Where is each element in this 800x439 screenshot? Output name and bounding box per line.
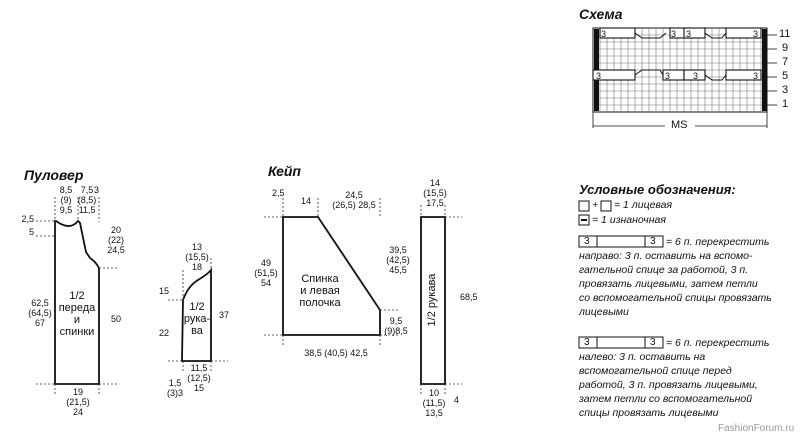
dim-sleeve-bottom: 11,5 (12,5) 15 <box>187 363 211 393</box>
row-7: 7 <box>782 56 789 68</box>
pullover-sleeve-label: 1/2 рука- ва <box>183 301 211 337</box>
dim-sleeve-length-right: 37 <box>219 310 230 320</box>
dim-sleeve-bottom-small: 1,5 (3)3 <box>166 378 183 398</box>
dim-cape-sleeve-bottom: 10 (11,5) 13,5 <box>422 388 446 418</box>
chart-cable-r5-d: 3 <box>753 71 759 81</box>
legend-knit: = 1 лицевая <box>614 199 673 211</box>
dim-cape-top-14: 14 <box>301 196 312 206</box>
row-9: 9 <box>782 42 789 54</box>
legend-cable-left-3a: 3 <box>584 337 590 348</box>
legend-cable-left-head: = 6 п. перекрестить <box>666 337 770 349</box>
chart-cable-r11-c: 3 <box>686 29 692 39</box>
dim-cape-bottom: 38,5 (40,5) 42,5 <box>304 348 368 358</box>
dim-neck-width: 8,5 (9) 9,5 <box>59 185 73 215</box>
dim-neck-depth-front: 5 <box>28 227 34 237</box>
legend-cable-left-3b: 3 <box>650 337 656 348</box>
pullover-body-label: 1/2 переда и спинки <box>58 290 96 338</box>
cape-body-label: Спинка и левая полочка <box>299 273 341 309</box>
cape-title: Кейп <box>268 163 301 179</box>
dim-side-length: 50 <box>111 314 122 324</box>
dim-sleeve-cap: 15 <box>159 286 170 296</box>
legend-cable-right-head: = 6 п. перекрестить <box>666 236 770 248</box>
dim-sleeve-top: 13 (15,5) 18 <box>185 242 209 272</box>
scheme-title: Схема <box>579 6 623 22</box>
dim-top-3: 3 <box>94 185 100 195</box>
legend-cable-right-body: направо: 3 п. оставить на вспомо- гательной спице за работой, 3 п. провязать лицевыми, затем петли со вспомогательной спицы провязать лицевыми <box>579 250 772 318</box>
dim-sleeve-length-left: 22 <box>159 328 170 338</box>
chart-cable-r11-b: 3 <box>671 29 677 39</box>
legend-title: Условные обозначения: <box>579 182 736 197</box>
dim-armhole: 20 (22) 24,5 <box>107 225 125 255</box>
chart-cable-r11-d: 3 <box>753 29 759 39</box>
chart-cable-r11-a: 3 <box>601 29 607 39</box>
dim-cape-top-right: 24,5 (26,5) 28,5 <box>332 190 376 210</box>
dim-neck-depth-back: 2,5 <box>21 214 34 224</box>
legend-cable-left-body: налево: 3 п. оставить на вспомогательной спице перед работой, 3 п. провязать лицевыми, затем петли со вспомогательной спицы провязать лицевыми <box>579 351 758 419</box>
legend-plus: + <box>592 199 599 211</box>
dim-cape-right-slope: 39,5 (42,5) 45,5 <box>386 245 410 275</box>
legend-purl: = 1 изнаночная <box>592 214 666 226</box>
dim-cape-right-small: 9,5 (9)8,5 <box>384 316 408 336</box>
ms-label: MS <box>671 119 688 131</box>
chart-cable-r5-c: 3 <box>693 71 699 81</box>
dim-bottom-width: 19 (21,5) 24 <box>66 387 90 417</box>
dim-body-length: 62,5 (64,5) 67 <box>28 298 52 328</box>
legend-cable-right-3b: 3 <box>650 236 656 247</box>
chart-cable-r5-a: 3 <box>596 71 602 81</box>
row-1: 1 <box>782 98 789 110</box>
row-3: 3 <box>782 84 789 96</box>
chart-cable-r5-b: 3 <box>665 71 671 81</box>
pullover-title: Пуловер <box>24 167 84 183</box>
dim-shoulder-width: 7,5 (8,5) 11,5 <box>77 185 97 215</box>
dim-cape-sleeve-top: 14 (15,5) 17,5 <box>423 178 447 208</box>
knitting-chart <box>593 28 777 131</box>
legend-cable-right-3a: 3 <box>584 236 590 247</box>
row-11: 11 <box>779 28 791 40</box>
dim-cape-top-25: 2,5 <box>272 188 285 198</box>
dim-cape-sleeve-length: 68,5 <box>460 292 478 302</box>
cape-sleeve-label: 1/2 рукава <box>426 273 438 327</box>
dim-cape-sleeve-bottom-small: 4 <box>454 395 460 405</box>
dim-cape-left: 49 (51,5) 54 <box>254 258 278 288</box>
row-5: 5 <box>782 70 789 82</box>
watermark: FashionForum.ru <box>718 423 795 434</box>
